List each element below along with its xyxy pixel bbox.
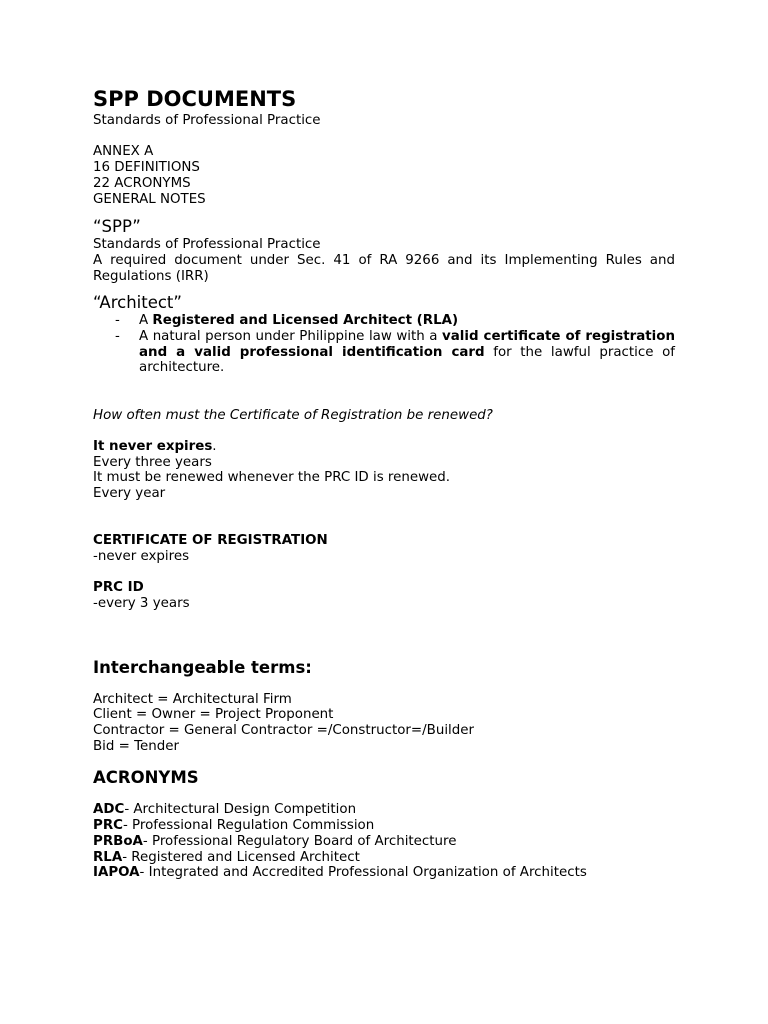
- answer-line: [93, 439, 675, 455]
- note-label-bold: PRC ID: [93, 580, 144, 596]
- annex-line: GENERAL NOTES: [93, 191, 206, 207]
- acronym-abbr: PRBoA: [93, 833, 143, 849]
- note-label-bold: CERTIFICATE OF REGISTRATION: [93, 533, 328, 549]
- note-value: -every 3 years: [93, 595, 190, 611]
- acronym-definition: - Integrated and Accredited Professional Organization of Architects: [139, 865, 587, 881]
- acronym-abbr: IAPOA: [93, 865, 140, 881]
- term-line: Contractor = General Contractor =/Constructor=/Builder: [93, 723, 474, 739]
- acronym-item: [93, 802, 675, 818]
- acronyms-heading: ACRONYMS: [93, 768, 199, 788]
- spp-definition-line: A required document under Sec. 41 of RA 9266 and its Implementing Rules and Regulations (IRR): [93, 252, 675, 284]
- acronym-definition: - Professional Regulatory Board of Architecture: [142, 833, 457, 849]
- term-line: Architect = Architectural Firm: [93, 691, 292, 707]
- answer-option: Every year: [93, 486, 166, 502]
- document-subtitle: Standards of Professional Practice: [93, 113, 321, 128]
- acronym-definition: - Professional Regulation Commission: [122, 818, 375, 834]
- answer-suffix: .: [212, 438, 217, 454]
- term-line: Bid = Tender: [93, 738, 180, 754]
- interchangeable-heading: Interchangeable terms:: [93, 657, 312, 677]
- acronym-abbr: ADC: [93, 802, 125, 818]
- question-text: [93, 408, 675, 424]
- acronym-item: [93, 818, 675, 834]
- list-item-bold-text: valid certificate of registration and a valid professional identification card: [139, 329, 675, 360]
- answer-option: Every three years: [93, 454, 212, 470]
- annex-line: 16 DEFINITIONS: [93, 160, 200, 176]
- document-title: SPP DOCUMENTS: [93, 87, 297, 111]
- document-page: [93, 86, 675, 881]
- architect-section: [93, 293, 675, 376]
- acronym-definition: - Registered and Licensed Architect: [122, 849, 360, 865]
- note-label: [93, 533, 675, 549]
- answer-bold: It never expires: [93, 438, 213, 454]
- annex-line: 22 ACRONYMS: [93, 175, 191, 191]
- question-section: [93, 408, 675, 502]
- acronym-item: [93, 850, 675, 866]
- note-label: [93, 580, 675, 596]
- acronym-item: [93, 834, 675, 850]
- notes-section: [93, 533, 675, 612]
- list-item-text: A natural person under Philippine law with a: [139, 329, 443, 345]
- acronyms-section: [93, 768, 675, 881]
- list-item-bold-text: Registered and Licensed Architect (RLA): [152, 313, 459, 329]
- acronym-item: [93, 865, 675, 881]
- term-line: Client = Owner = Project Proponent: [93, 707, 334, 723]
- list-item: [139, 329, 675, 376]
- annex-line: ANNEX A: [93, 144, 154, 160]
- acronym-definition: - Architectural Design Competition: [124, 802, 357, 818]
- architect-definition-list: [93, 313, 675, 376]
- spp-section: [93, 217, 675, 284]
- answer-option: It must be renewed whenever the PRC ID is renewed.: [93, 470, 451, 486]
- acronym-abbr: RLA: [93, 849, 123, 865]
- spp-heading: “SPP”: [93, 217, 141, 237]
- list-item-text: for the lawful practice of architecture.: [139, 344, 675, 376]
- architect-heading: “Architect”: [93, 293, 182, 313]
- annex-list: [93, 144, 675, 207]
- list-item-text: A: [139, 313, 153, 329]
- question-italic: How often must the Certificate of Registration be renewed?: [93, 407, 493, 423]
- acronym-abbr: PRC: [93, 818, 123, 834]
- note-value: -never expires: [93, 548, 190, 564]
- list-item: [139, 313, 675, 329]
- spp-definition-line: Standards of Professional Practice: [93, 237, 321, 253]
- interchangeable-section: [93, 658, 675, 755]
